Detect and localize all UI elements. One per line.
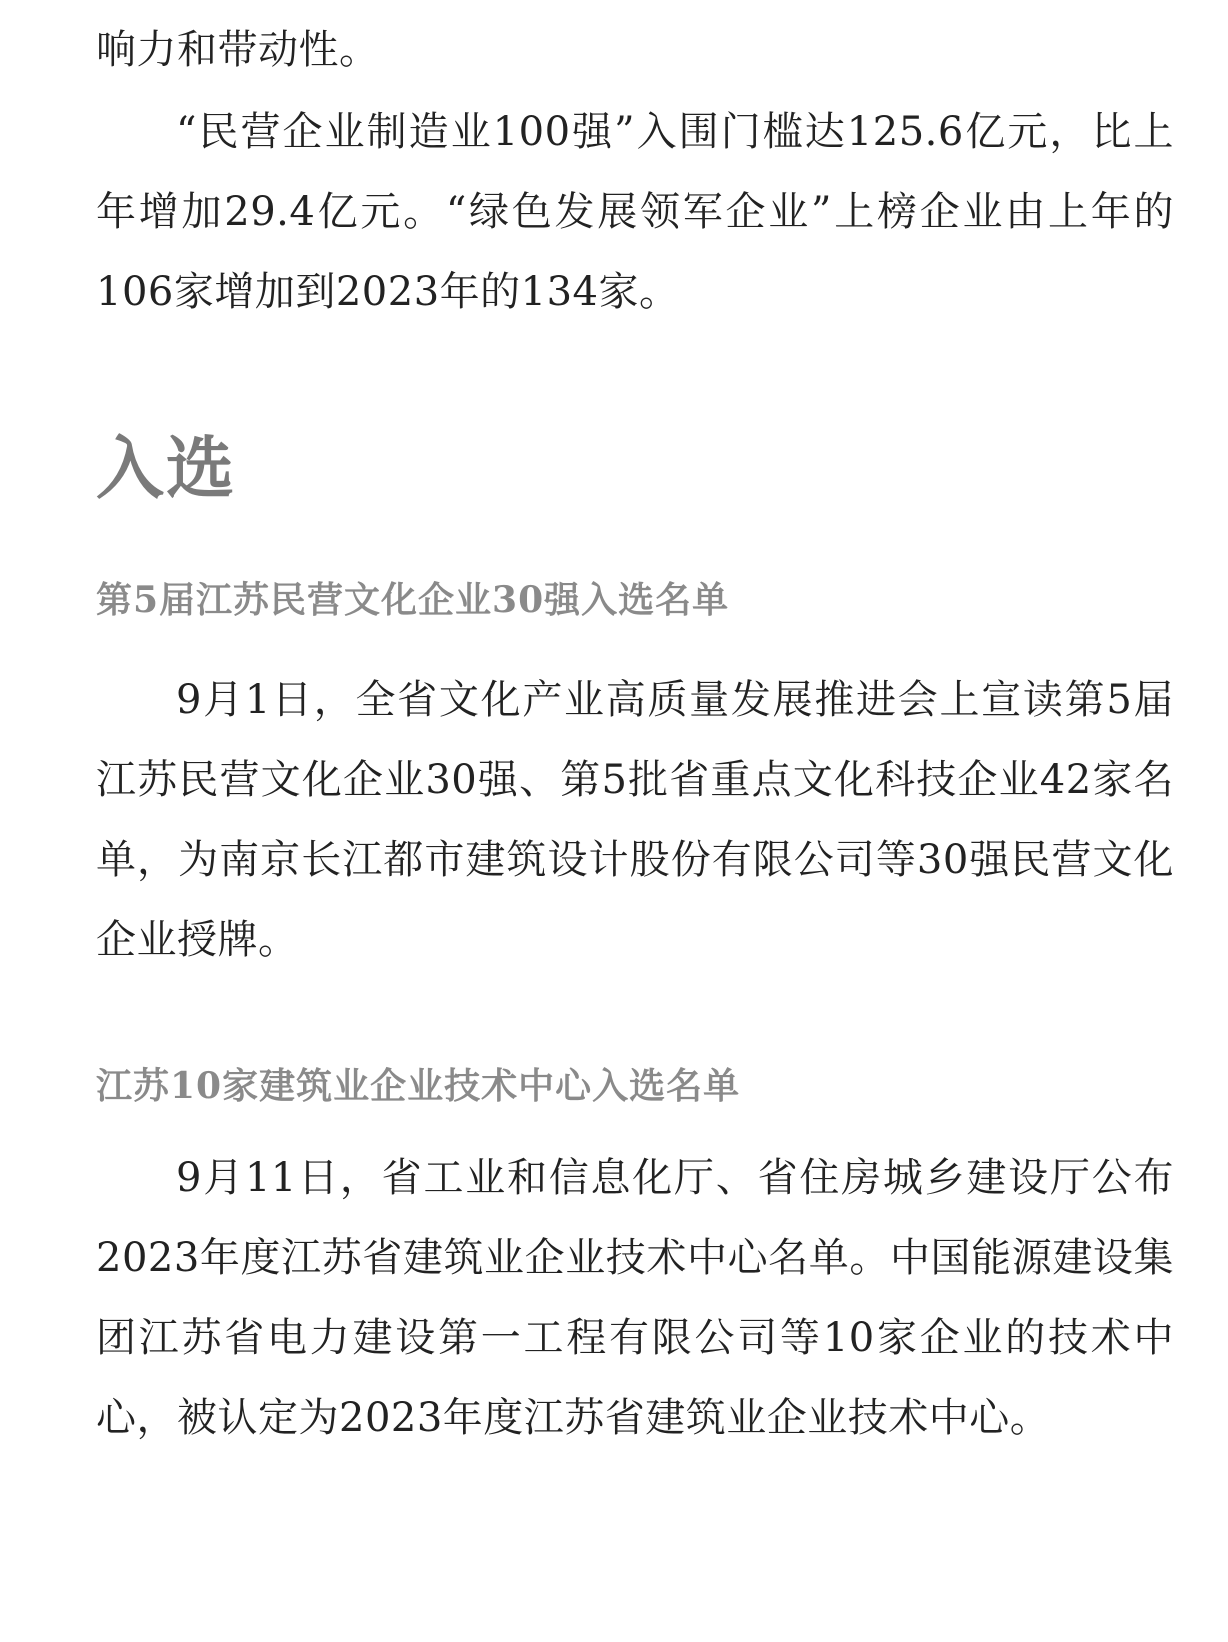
subheading-construction-tech-centers: 江苏10家建筑业企业技术中心入选名单	[96, 1065, 741, 1107]
paragraph-culture-30: 9月1日，全省文化产业高质量发展推进会上宣读第5届江苏民营文化企业30强、第5批省重点文化科技企业42家名单，为南京长江都市建筑设计股份有限公司等30强民营文化企业授牌。	[96, 677, 1174, 963]
subheading-culture-30: 第5届江苏民营文化企业30强入选名单	[96, 579, 730, 621]
section-title: 入选	[96, 430, 237, 509]
paragraph-manufacturing-100: “民营企业制造业100强”入围门槛达125.6亿元，比上年增加29.4亿元。“绿色发展领军企业”上榜企业由上年的106家增加到2023年的134家。	[96, 109, 1174, 315]
paragraph-construction-tech-centers: 9月11日，省工业和信息化厅、省住房城乡建设厅公布2023年度江苏省建筑业企业技术中心名单。中国能源建设集团江苏省电力建设第一工程有限公司等10家企业的技术中心，被认定为2023年度江苏省建筑业企业技术中心。	[96, 1155, 1174, 1441]
paragraph-continuation: 响力和带动性。	[96, 27, 380, 73]
